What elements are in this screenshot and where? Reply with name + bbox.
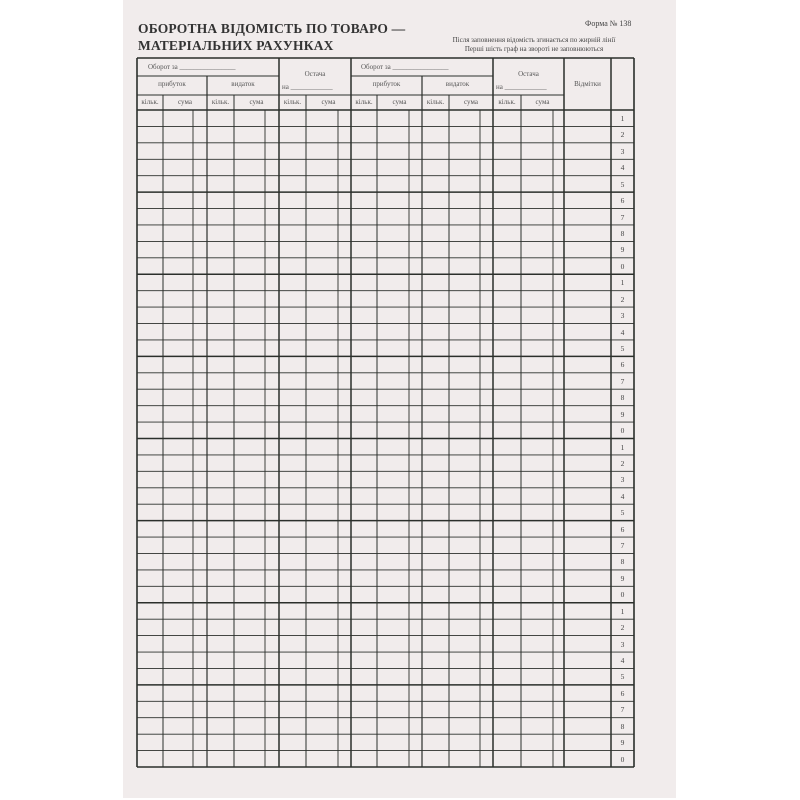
- subheader-qty: кільк.: [498, 98, 516, 106]
- row-number: 0: [620, 261, 625, 271]
- row-number: 5: [620, 672, 625, 682]
- row-number: 8: [620, 721, 625, 731]
- header-balance-1-on: на ____________: [282, 83, 333, 91]
- row-number: 8: [620, 228, 625, 238]
- row-number: 2: [620, 458, 625, 468]
- row-number: 9: [620, 738, 625, 748]
- row-number: 5: [620, 508, 625, 518]
- header-balance-2: Остача: [518, 70, 539, 78]
- row-number: 3: [620, 146, 625, 156]
- row-number: 5: [620, 179, 625, 189]
- row-number: 3: [620, 639, 625, 649]
- row-number: 0: [620, 754, 625, 764]
- row-number: 7: [620, 541, 625, 551]
- subheader-qty: кільк.: [426, 98, 445, 106]
- row-number: 1: [620, 278, 625, 288]
- row-number: 4: [620, 656, 625, 666]
- row-number: 0: [620, 590, 625, 600]
- row-number: 3: [620, 475, 625, 485]
- row-number: 6: [620, 196, 625, 206]
- header-turnover-2: Оборот за ________________: [361, 63, 449, 71]
- row-number: 4: [620, 491, 625, 501]
- row-number: 2: [620, 294, 625, 304]
- title-line-1: ОБОРОТНА ВІДОМІСТЬ ПО ТОВАРО —: [138, 21, 406, 36]
- header-balance-1: Остача: [304, 70, 326, 78]
- row-number: 3: [620, 311, 625, 321]
- row-number: 2: [620, 130, 625, 140]
- fold-note: Після заповнення відомість згинається по жирній лінії: [452, 36, 616, 44]
- row-number: 7: [620, 376, 625, 386]
- row-number: 8: [620, 557, 625, 567]
- reverse-note: Перші шість граф на звороті не заповнюються: [464, 45, 604, 53]
- subheader-qty: кільк.: [141, 98, 159, 106]
- row-number: 1: [620, 442, 625, 452]
- row-number: 2: [620, 623, 625, 633]
- header-turnover-1: Оборот за ________________: [148, 63, 236, 71]
- subheader-sum: сума: [392, 98, 407, 106]
- subheader-sum: сума: [464, 98, 478, 106]
- subheader-sum: сума: [321, 98, 336, 106]
- row-number: 6: [620, 360, 625, 370]
- header-expense-2: видаток: [445, 80, 470, 88]
- row-number: 6: [620, 688, 625, 698]
- row-number: 1: [620, 606, 625, 616]
- header-income-1: прибуток: [158, 80, 186, 88]
- row-number: 1: [620, 114, 625, 123]
- row-number: 0: [620, 426, 625, 436]
- row-number: 9: [620, 245, 625, 255]
- header-notes: Відмітки: [574, 80, 601, 88]
- subheader-qty: кільк.: [355, 98, 373, 106]
- row-number: 9: [620, 409, 625, 419]
- row-number: 7: [620, 705, 625, 715]
- title-line-2: МАТЕРІАЛЬНИХ РАХУНКАХ: [138, 38, 334, 53]
- row-number: 7: [620, 212, 625, 222]
- row-number: 4: [620, 163, 625, 173]
- header-income-2: прибуток: [372, 80, 401, 88]
- row-number: 5: [620, 343, 625, 353]
- header-expense-1: видаток: [231, 80, 255, 88]
- subheader-qty: кільк.: [283, 98, 302, 106]
- row-number: 6: [620, 524, 625, 534]
- subheader-sum: сума: [249, 98, 264, 106]
- header-balance-2-on: на ____________: [496, 83, 547, 91]
- subheader-qty: кільк.: [211, 98, 230, 106]
- subheader-sum: сума: [178, 98, 192, 106]
- row-number: 4: [620, 327, 625, 337]
- form-number: Форма № 138: [585, 19, 632, 28]
- row-number: 9: [620, 573, 625, 583]
- subheader-sum: сума: [535, 98, 550, 106]
- row-number: 8: [620, 393, 625, 403]
